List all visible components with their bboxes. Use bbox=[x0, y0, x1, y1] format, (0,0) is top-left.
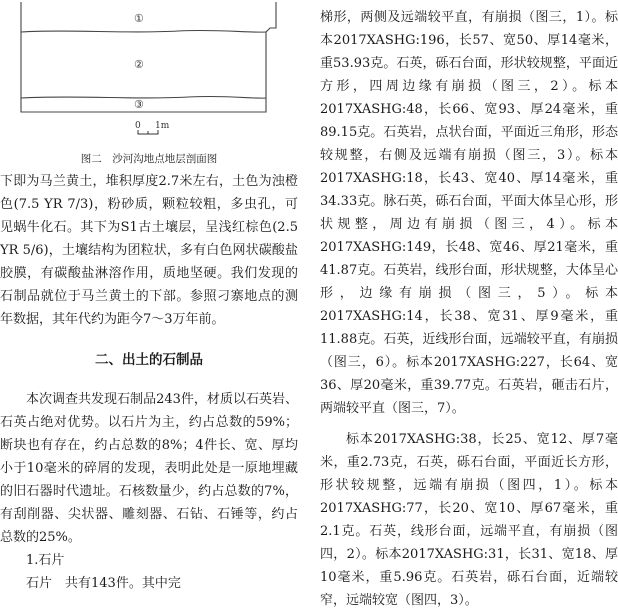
right-paragraph-1: 梯形，两侧及远端较平直，有崩损（图三，1）。标本2017XASHG:196，长57、宽50、厚14毫米，重53.93克。石英，砾石台面，形状较规整，平面近方形，四周边缘有崩损（图三，2）。标本2017XASHG:48，长66、宽93、厚24毫米，重89.15克。石英岩，点状台面，平面近三角形，形态较规整，右侧及远端有崩损（图三，3）。标本2017XASHG:18，长43、宽40、厚14毫米，重34.33克。脉石英，砾石台面，平面大体呈心形，形状规整，周边有崩损（图三，4）。标本2017XASHG:149，长48、宽46、厚21毫米，重41.87克。石英岩，线形台面，形状规整，大体呈心形，边缘有崩损（图三，5）。标本2017XASHG:14，长38、宽31、厚9毫米，重11.88克。石英，近线形台面，远端较平直，有崩损（图三，6）。标本2017XASHG:227，长64、宽36、厚20毫米，重39.77克。石英岩，砸击石片，两端较平直（图三，7）。 bbox=[320, 10, 618, 416]
layer-boundary-1-2 bbox=[21, 30, 266, 32]
layer-label-2: ② bbox=[134, 58, 144, 71]
figure-caption: 图二 沙河沟地点地层剖面图 bbox=[80, 153, 218, 165]
layer-label-1: ① bbox=[134, 12, 144, 25]
scale-zero-label: 0 bbox=[135, 121, 141, 131]
section-heading: 二、出土的石制品 bbox=[95, 352, 203, 368]
left-paragraph-1: 下即为马兰黄土，堆积厚度2.7米左右，土色为浊橙色(7.5 YR 7/3)，粉砂质，颗粒较粗，多虫孔，可见蜗牛化石。其下为S1古土壤层，呈浅红棕色(2.5 YR 5/6)，土壤结构为团粒状，多有白色网状碳酸盐胶膜，有碳酸盐淋溶作用，质地坚硬。我们发现的石制品就位于马兰黄土的下部。参照刁寨地点的测年数据，其年代约为距今7～3万年前。 bbox=[0, 174, 298, 327]
stratigraphic-section-figure bbox=[18, 0, 280, 148]
left-paragraph-3: 石片 共有143件。其中完 bbox=[26, 576, 181, 591]
layer-label-3: ③ bbox=[134, 98, 144, 111]
left-paragraph-2: 本次调查共发现石制品243件，材质以石英岩、石英占绝对优势。以石片为主，约占总数的59%；断块也有存在，约占总数的8%；4件长、宽、厚均小于10毫米的碎屑的发现，表明此处是一原地埋藏的旧石器时代遗址。石核数量少，约占总数的7%，有刮削器、尖状器、雕刻器、石钻、石锤等，约占总数的25%。 bbox=[0, 392, 298, 545]
right-column bbox=[320, 6, 618, 612]
subheading-flakes: 1.石片 bbox=[26, 553, 65, 568]
section-outline bbox=[21, 2, 276, 112]
right-paragraph-2: 标本2017XASHG:38，长25、宽12、厚7毫米，重2.73克，石英，砾石台面，平面近长方形，形状较规整，远端有崩损（图四，1）。标本2017XASHG:77，长20、宽10、厚67毫米，重2.1克。石英，线形台面，远端平直，有崩损（图四，2）。标本2017XASHG:31，长31、宽18、厚10毫米，重5.96克。石英岩，砾石台面，近端较窄，远端较宽（图四，3）。 bbox=[320, 432, 618, 608]
scale-unit-label: 1m bbox=[155, 121, 170, 131]
left-body bbox=[0, 170, 298, 595]
